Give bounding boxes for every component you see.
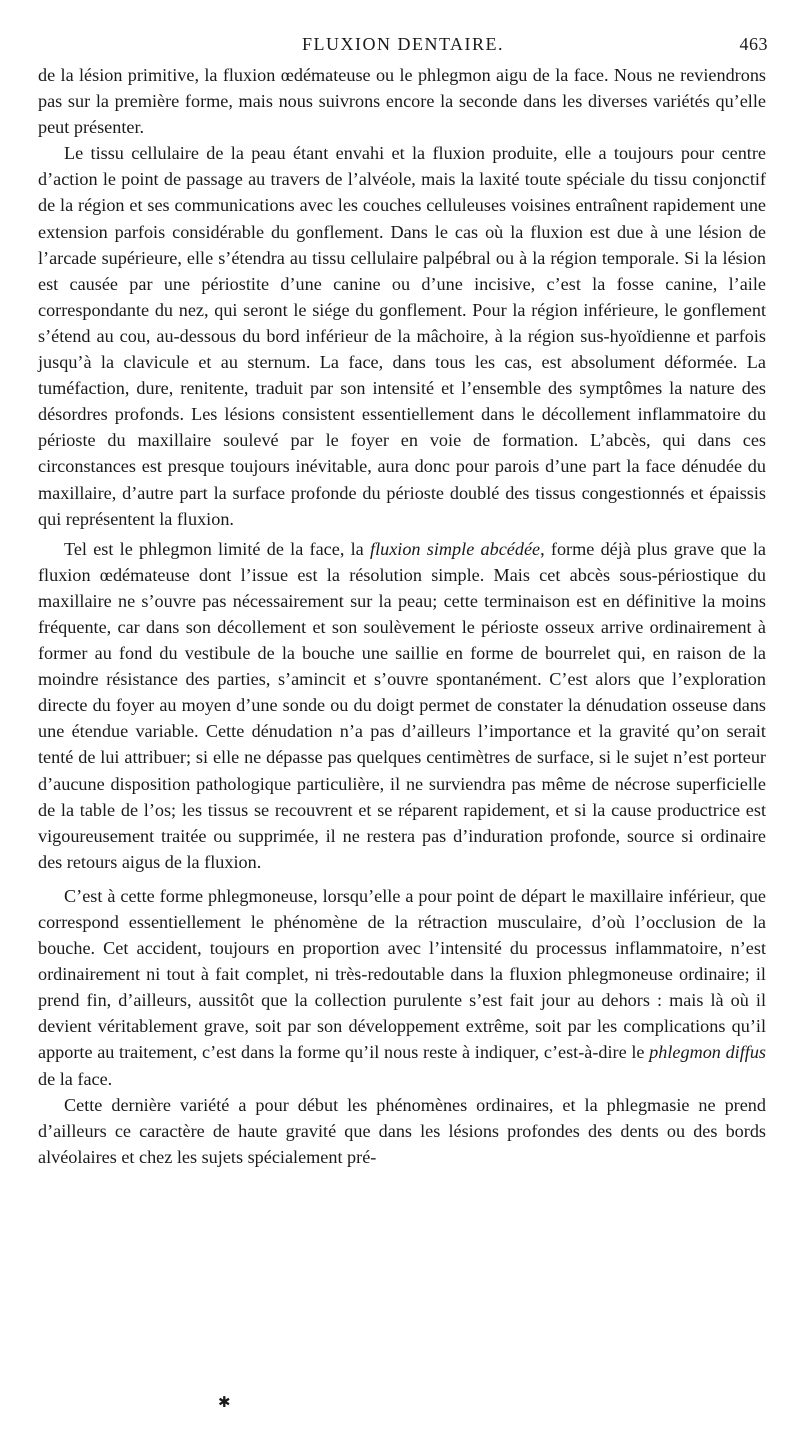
paragraph-text: , forme déjà plus grave que la fluxion œdémateuse dont l’issue est la résolution simple. Mais cet abcès sous-périostique du maxillaire ne s’ouvre pas nécessairement sur la peau; cette terminaison est en définitive la moins fréquente, car dans son décollement et son soulèvement le périoste osseux arrive ordinairement à former au fond du vestibule de la bouche une saillie en forme de bourrelet qui, en raison de la moindre résistance des parties, s’amincit et s’ouvre spontanément. C’est alors que l’exploration directe du foyer au moyen d’une sonde ou du doigt permet de constater la dénudation osseuse dans une étendue variable. Cette dénudation n’a pas d’ailleurs l’importance et la gravité qu’on serait tenté de lui attribuer; si elle ne dépasse pas quelques centimètres de surface, si le sujet n’est porteur d’aucune disposition pathologique particulière, il ne surviendra pas même de nécrose superficielle de la table de l’os; les tissus se recouvrent et se réparent rapidement, et si la cause productrice est vigoureusement traitée ou supprimée, il ne restera pas d’induration profonde, source si ordinaire des retours aigus de la fluxion. [38, 538, 767, 872]
paragraph-tissu-cellulaire: Le tissu cellulaire de la peau étant envahi et la fluxion produite, elle a toujours pour centre d’action le point de passage au travers de l’alvéole, mais la laxité toute spéciale du tissu conjonctif de la région et ses communications avec les couches celluleuses voisines entraînent rapidement une extension parfois considérable du gonflement. Dans le cas où la fluxion est due à une lésion de l’arcade supérieure, elle s’étendra au tissu cellulaire palpébral ou à la région temporale. Si la lésion est causée par une périostite d’une canine ou d’une incisive, c’est la fosse canine, l’aile correspondante du nez, qui seront le siége du gonflement. Pour la région inférieure, le gonflement s’étend au cou, au-dessous du bord inférieur de la mâchoire, à la région sus-hyoïdienne et parfois jusqu’à la clavicule et au sternum. La face, dans tous les cas, est absolument déformée. La tuméfaction, dure, renitente, traduit par son intensité et l’ensemble des symptômes la nature des désordres profonds. Les lésions consistent essentiellement dans le décollement inflammatoire du périoste du maxillaire soulevé par le foyer en voie de formation. L’abcès, qui dans ces circonstances est presque toujours inévitable, aura donc pour parois d’une part la face dénudée du maxillaire, d’autre part la surface profonde du périoste doublé des tissus congestionnés et épaissis qui représentent la fluxion. [38, 143, 766, 529]
page-number: 463 [739, 34, 768, 54]
paragraph-text: C’est à cette forme phlegmoneuse, lorsqu’elle a pour point de départ le maxillaire inférieur, que correspond essentiellement le phénomène de la rétraction musculaire, d’où l’occlusion de la bouche. Cet accident, toujours en proportion avec l’intensité du processus inflammatoire, n’est ordinairement ni tout à fait complet, ni très-redoutable dans la fluxion phlegmoneuse ordinaire; il prend fin, d’ailleurs, aussitôt que la collection purulente s’est fait jour au dehors : mais là où il devient véritablement grave, soit par son développement extrême, soit par les complications qu’il apporte au traitement, c’est dans la forme qu’il nous reste à indiquer, c’est-à-dire le [38, 885, 766, 1063]
paragraph-text: de la face. [38, 1068, 113, 1089]
body-text [38, 62, 766, 1170]
paragraph-derniere-variete: Cette dernière variété a pour début les phénomènes ordinaires, et la phlegmasie ne prend d’ailleurs ce caractère de haute gravité que dans les lésions profondes des dents ou des bords alvéolaires et chez les sujets spécialement pré- [38, 1094, 766, 1167]
paragraph-forme-phlegmoneuse [38, 883, 766, 1092]
paragraph-continued: de la lésion primitive, la fluxion œdémateuse ou le phlegmon aigu de la face. Nous ne reviendrons pas sur la première forme, mais nous suivrons encore la seconde dans les diverses variétés qu’elle peut présenter. [38, 65, 766, 138]
running-title: FLUXION DENTAIRE. [301, 34, 505, 54]
running-head [38, 34, 768, 60]
emphasis-term: fluxion simple abcédée [370, 538, 541, 559]
emphasis-term: phlegmon diffus [649, 1042, 766, 1063]
paragraph-fluxion-abcedee [38, 536, 766, 875]
signature-mark: ✱ [218, 1395, 231, 1411]
paragraph-text: Tel est le phlegmon limité de la face, la [64, 538, 371, 559]
